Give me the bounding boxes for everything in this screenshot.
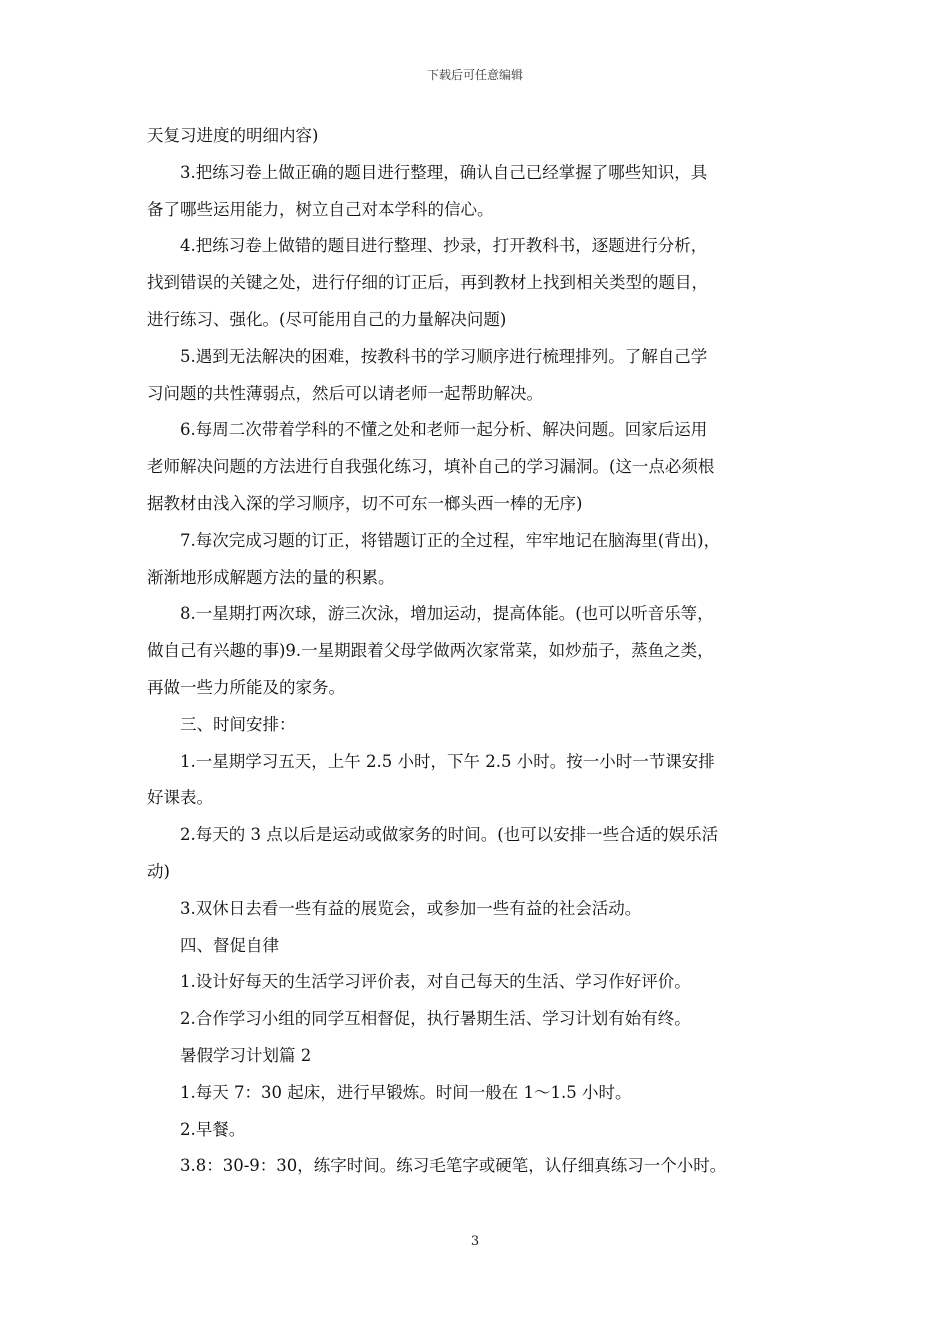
text-line: 4.把练习卷上做错的题目进行整理、抄录，打开教科书，逐题进行分析， <box>180 236 708 256</box>
text-line: 找到错误的关键之处，进行仔细的订正后，再到教材上找到相关类型的题目， <box>147 273 708 293</box>
text-line: 天复习进度的明细内容) <box>147 126 319 145</box>
text-line: 进行练习、强化。(尽可能用自己的力量解决问题) <box>147 309 507 329</box>
text-line: 1.一星期学习五天，上午 2.5 小时，下午 2.5 小时。按一小时一节课安排 <box>180 751 715 771</box>
text-line: 8.一星期打两次球，游三次泳，增加运动，提高体能。(也可以听音乐等， <box>180 604 714 624</box>
text-line: 3.8：30-9：30，练字时间。练习毛笔字或硬笔，认仔细真练习一个小时。 <box>180 1156 727 1176</box>
page-number: 3 <box>470 1234 480 1249</box>
text-line: 习问题的共性薄弱点，然后可以请老师一起帮助解决。 <box>147 383 543 403</box>
text-line: 老师解决问题的方法进行自我强化练习，填补自己的学习漏洞。(这一点必须根 <box>147 457 715 477</box>
page-header: 下载后可任意编辑 <box>426 68 523 82</box>
text-line: 动) <box>147 861 170 881</box>
text-line: 暑假学习计划篇 2 <box>180 1045 312 1065</box>
text-line: 2.合作学习小组的同学互相督促，执行暑期生活、学习计划有始有终。 <box>180 1009 691 1029</box>
text-line: 7.每次完成习题的订正，将错题订正的全过程，牢牢地记在脑海里(背出)， <box>180 530 721 550</box>
text-line: 2.每天的 3 点以后是运动或做家务的时间。(也可以安排一些合适的娱乐活 <box>180 825 719 845</box>
text-line: 好课表。 <box>147 788 213 808</box>
text-line: 3.双休日去看一些有益的展览会，或参加一些有益的社会活动。 <box>180 898 642 918</box>
text-line: 2.早餐。 <box>180 1119 246 1139</box>
text-line: 渐渐地形成解题方法的量的积累。 <box>147 567 395 587</box>
text-line: 据教材由浅入深的学习顺序，切不可东一榔头西一棒的无序) <box>147 493 583 513</box>
text-line: 1.每天 7：30 起床，进行早锻炼。时间一般在 1～1.5 小时。 <box>180 1082 632 1102</box>
text-line: 做自己有兴趣的事)9.一星期跟着父母学做两次家常菜，如炒茄子，蒸鱼之类， <box>147 641 714 661</box>
text-line: 再做一些力所能及的家务。 <box>147 677 345 697</box>
text-line: 3.把练习卷上做正确的题目进行整理，确认自己已经掌握了哪些知识，具 <box>180 162 708 182</box>
text-line: 1.设计好每天的生活学习评价表，对自己每天的生活、学习作好评价。 <box>180 972 691 992</box>
text-line: 5.遇到无法解决的困难，按教科书的学习顺序进行梳理排列。了解自己学 <box>180 346 708 366</box>
text-line: 三、时间安排： <box>180 714 296 734</box>
text-line: 四、督促自律 <box>180 935 279 955</box>
text-line: 备了哪些运用能力，树立自己对本学科的信心。 <box>147 199 494 219</box>
document-body <box>147 118 807 1185</box>
text-line: 6.每周二次带着学科的不懂之处和老师一起分析、解决问题。回家后运用 <box>180 420 708 440</box>
